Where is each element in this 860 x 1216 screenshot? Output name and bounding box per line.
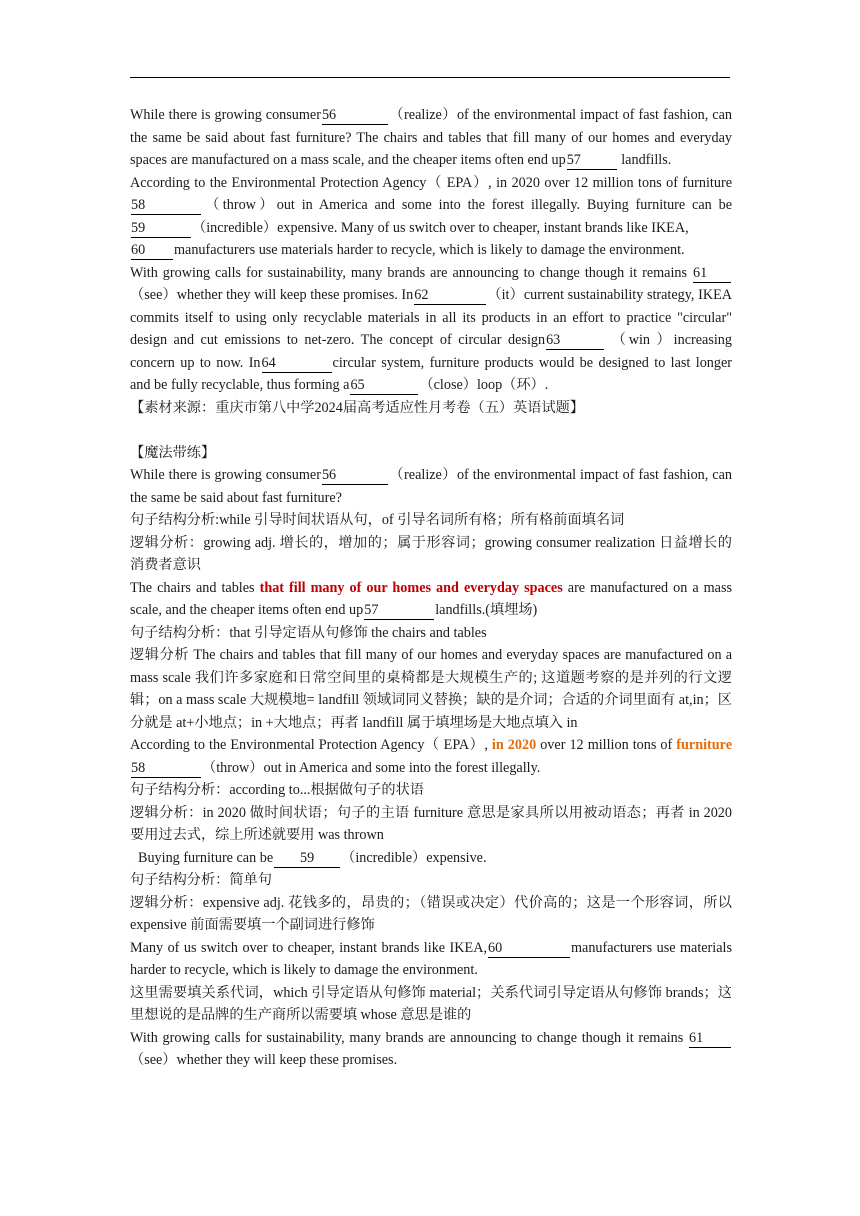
text: circular system, furniture products would be designed to last longer and be fully recyclable, thus forming a — [130, 354, 733, 393]
text: （see）whether they will keep these promises. In — [130, 287, 414, 303]
q60-sentence — [130, 937, 732, 982]
q56-sentence — [130, 464, 732, 509]
blank-56[interactable]: 56 — [322, 107, 388, 125]
text: manufacturers use materials harder to recycle, which is likely to damage the environment. — [174, 242, 685, 258]
document-body — [130, 104, 732, 1072]
blank-58[interactable]: 58 — [131, 197, 201, 215]
q58-structure: 句子结构分析：according to...根据做句子的状语 — [130, 782, 424, 798]
q56-structure: 句子结构分析:while 引导时间状语从句，of 引导名词所有格；所有格前面填名词 — [130, 512, 625, 528]
text: According to the Environmental Protection Agency（ EPA）, — [130, 737, 492, 753]
comma: , — [685, 219, 689, 236]
section-title: 【魔法带练】 — [130, 444, 216, 461]
blank-60[interactable]: 60 — [488, 940, 570, 958]
q58-logic: 逻辑分析：in 2020 做时间状语；句子的主语 furniture 意思是家具所以用被动语态；再者 in 2020 要用过去式，综上所述就要用 was thrown — [130, 804, 732, 843]
text: Many of us switch over to cheaper, instant brands like IKEA — [130, 939, 484, 956]
text: manufacturers use materials harder to recycle, which is likely to damage the environment. — [130, 939, 732, 978]
text: （throw）out in America and some into the forest illegally. — [202, 759, 541, 776]
text: （incredible）expensive. Many of us switch over to cheaper, instant brands like IKEA — [192, 219, 686, 236]
q58-sentence — [130, 734, 732, 779]
blank-58[interactable]: 58 — [131, 760, 201, 778]
q57-sentence — [130, 577, 732, 622]
passage-paragraph-2 — [130, 172, 732, 262]
source-line: 【素材来源：重庆市第八中学2024届高考适应性月考卷（五）英语试题】 — [130, 399, 585, 416]
text: landfills. — [617, 152, 672, 168]
blank-64[interactable]: 64 — [262, 355, 332, 373]
blank-56[interactable]: 56 — [322, 467, 388, 485]
blank-60[interactable]: 60 — [131, 242, 173, 260]
q59-sentence — [130, 847, 732, 870]
text: landfills.(填埋场) — [435, 602, 538, 618]
text: With growing calls for sustainability, many brands are announcing to change though it remains — [130, 1029, 688, 1046]
header-rule — [130, 77, 730, 78]
q59-logic: 逻辑分析：expensive adj. 花钱多的，昂贵的；（错误或决定）代价高的；这是一个形容词，所以 expensive 前面需要填一个副词进行修饰 — [130, 894, 732, 933]
text: （win ）increasing concern up to now. In — [130, 332, 732, 371]
blank-59[interactable]: 59 — [274, 850, 340, 868]
text: （see）whether they will keep these promises. — [130, 1052, 398, 1068]
text: （it）current sustainability strategy, IKEA commits itself to using only recyclable materials in all its products in an effort to practice "circular" design and cut emissions to net-zero. The concept of circular design — [130, 287, 732, 348]
text: While there is growing consumer — [130, 467, 321, 483]
blank-61[interactable]: 61 — [693, 265, 731, 283]
text: over 12 million tons of — [536, 737, 677, 753]
blank-65[interactable]: 65 — [350, 377, 418, 395]
blank-63[interactable]: 63 — [546, 332, 604, 350]
passage-paragraph-3 — [130, 262, 732, 397]
text: Buying furniture can be — [138, 849, 274, 866]
q57-logic: 逻辑分析 The chairs and tables that fill many of our homes and everyday spaces are manufactured on a mass scale 我们许多家庭和日常空间里的桌椅都是大规模生产的; 这道题考察的是并列的行文逻辑；on a mass scale 大规模地= landfill 领域词同义替换；缺的是介词；合适的介词里面有 at,in；区分就是 at+小地点；in +大地点；再者 landfill 属于填埋场是大地点填入 in — [130, 647, 732, 731]
text: （incredible）expensive. — [341, 849, 487, 866]
text: While there is growing consumer — [130, 107, 321, 123]
blank-59[interactable]: 59 — [131, 220, 191, 238]
q61-sentence — [130, 1027, 732, 1072]
text: （throw）out in America and some into the forest illegally. Buying furniture can be — [202, 197, 732, 213]
q59-structure: 句子结构分析：简单句 — [130, 872, 272, 888]
highlight-subject: furniture — [676, 737, 732, 753]
text: （close）loop（环）. — [419, 377, 549, 393]
text: （realize）of the environmental impact of fast fashion, can the same be said about fast furniture? — [130, 467, 732, 506]
spacer — [130, 419, 732, 442]
blank-57[interactable]: 57 — [567, 152, 617, 170]
q57-structure: 句子结构分析：that 引导定语从句修饰 the chairs and tables — [130, 624, 487, 641]
blank-62[interactable]: 62 — [414, 287, 486, 305]
blank-61[interactable]: 61 — [689, 1030, 731, 1048]
highlight-time: in 2020 — [491, 737, 537, 753]
passage-paragraph-1 — [130, 104, 732, 172]
comma: , — [483, 939, 487, 956]
blank-57[interactable]: 57 — [364, 602, 434, 620]
text: （realize）of the environmental impact of fast fashion, can the same be said about fast furniture? The chairs and tables that fill many of our homes and everyday spaces are manufactured on a mass scale, and the cheaper items often end up — [130, 107, 732, 168]
highlight-clause: that fill many of our homes and everyday spaces — [259, 579, 563, 596]
text: According to the Environmental Protection Agency（ EPA）, in 2020 over 12 million tons of furniture — [130, 174, 732, 191]
q60-logic: 这里需要填关系代词，which 引导定语从句修饰 material；关系代词引导定语从句修饰 brands；这里想说的是品牌的生产商所以需要填 whose 意思是谁的 — [130, 984, 732, 1023]
text: are manufactured on a mass scale, and the cheaper items often end up — [130, 579, 733, 618]
text: With growing calls for sustainability, many brands are announcing to change though it remains — [130, 264, 692, 281]
q56-logic: 逻辑分析：growing adj. 增长的，增加的；属于形容词；growing consumer realization 日益增长的消费者意识 — [130, 534, 732, 573]
text: The chairs and tables — [130, 579, 260, 596]
